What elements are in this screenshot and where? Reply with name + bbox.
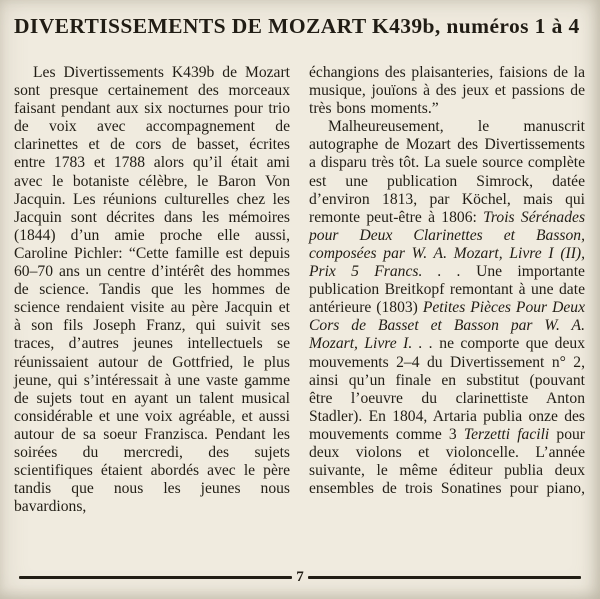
paragraph: Malheureusement, le manuscrit autographe de Mozart des Divertissements a disparu très tôt. La suele source complète est une publication Simrock, datée d’environ 1813, par Köchel, mais qui remonte peut-être à 1806: Trois Sérénades pour Deux Clarinettes et Basson, composées par W. A. Mozart, Livre I (II), Prix 5 Francs. . . Une importante publication Breitkopf remontant à une date antérieure (1803) Petites Pièces Pour Deux Cors de Basset et Basson par W. A. Mozart, Livre I. . . ne comporte que deux mouvements 2–4 du Divertissement n° 2, ainsi qu’un finale en substitut (pouvant être l’oeuvre du clarinettiste Anton Stadler). En 1804, Artaria publia onze des mouvements comme 3 Terzetti facili pour deux violons et violoncelle. L’année suivante, le même éditeur publia deux ensembles de trois Sonatines pour piano, — [309, 118, 586, 498]
page-title: DIVERTISSEMENTS DE MOZART K439b, numéros 1 à 4 — [14, 14, 580, 38]
footer-rule-left — [19, 576, 292, 579]
paragraph: Les Divertissements K439b de Mozart sont presque certainement des morceaux faisant pendant aux six nocturnes pour trio de voix avec accompagnement de clarinettes et de cors de basset, écrites entre 1783 et 1788 alors qu’il était ami avec le botaniste célèbre, le Baron Von Jacquin. Les réunions culturelles chez les Jacquin sont décrites dans les mémoires (1844) d’un amie proche elle aussi, Caroline Pichler: “Cette famille est depuis 60–70 ans un centre d’intérêt des hommes de science. Tandis que les hommes de science rendaient visite au père Jacquin et à son fils Joseph Franz, qui suivit ses traces, d’autres jeunes intellectuels se réunissaient autour de Gottfried, le plus jeune, qui s’intéressait à une vaste gamme de sujets tout en ayant un talent musical considérable et une voix agréable, et aussi autour de sa soeur Franzisca. Pendant les soirées du mercredi, des sujets scientifiques étaient abordés avec le père tandis que nous les jeunes nous bavardions, — [14, 64, 290, 516]
page-footer — [0, 570, 600, 585]
paragraph: échangions des plaisanteries, faisions de la musique, jouïons à des jeux et passions de très bons moments.” — [309, 64, 585, 118]
footer-rule-right — [308, 576, 581, 579]
right-column — [309, 64, 585, 516]
text-columns — [14, 64, 585, 516]
left-column — [14, 64, 290, 516]
page-number: 7 — [296, 569, 304, 585]
